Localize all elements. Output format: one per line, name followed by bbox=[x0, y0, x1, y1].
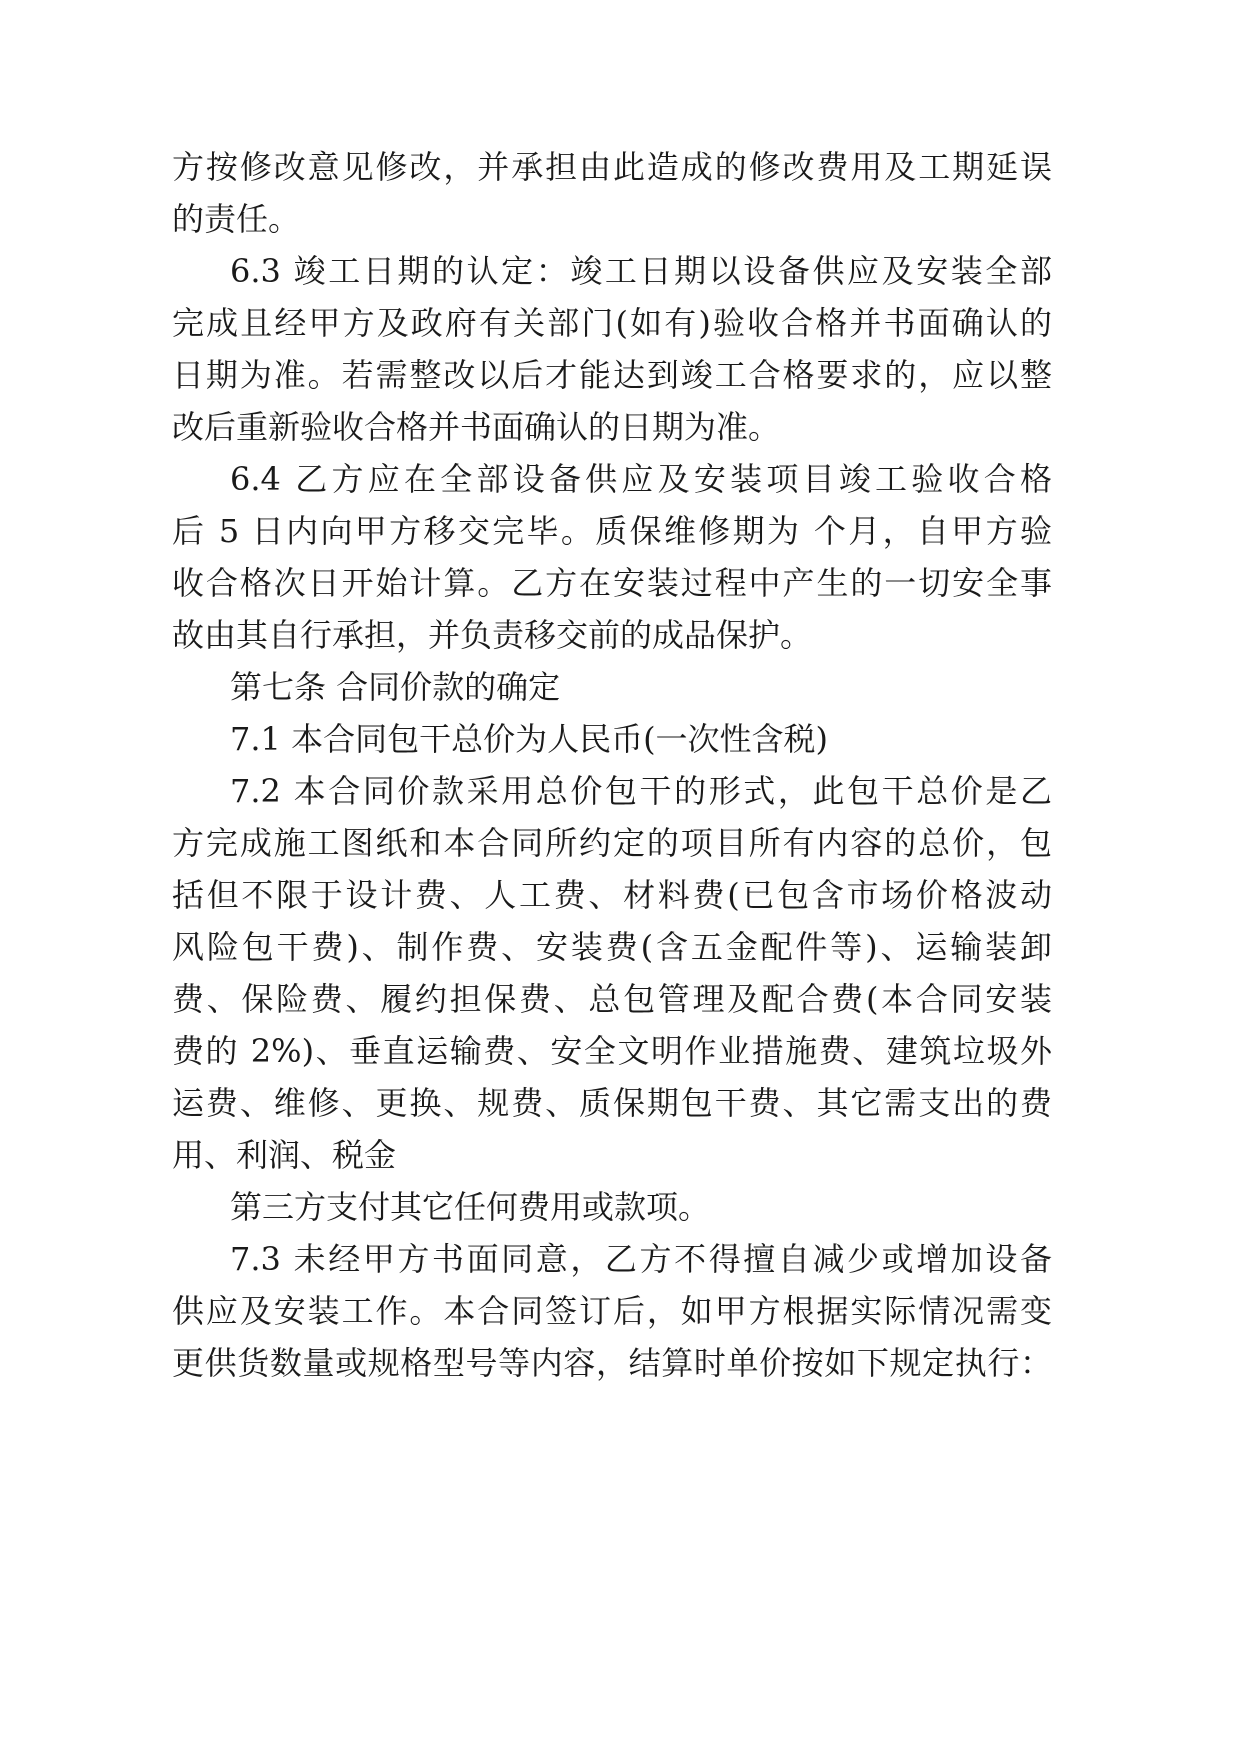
text-line: 运费、维修、更换、规费、质保期包干费、其它需支出的费 bbox=[172, 1084, 1052, 1122]
text-line: 用、利润、税金 bbox=[172, 1136, 397, 1174]
text-line: 改后重新验收合格并书面确认的日期为准。 bbox=[172, 408, 781, 446]
text-line: 第三方支付其它任何费用或款项。 bbox=[230, 1188, 711, 1226]
text-line: 方完成施工图纸和本合同所约定的项目所有内容的总价，包 bbox=[172, 824, 1052, 862]
text-line: 7.2 本合同价款采用总价包干的形式，此包干总价是乙 bbox=[230, 772, 1052, 810]
text-line: 括但不限于设计费、人工费、材料费(已包含市场价格波动 bbox=[172, 876, 1052, 914]
text-line: 供应及安装工作。本合同签订后，如甲方根据实际情况需变 bbox=[172, 1292, 1052, 1330]
text-line: 完成且经甲方及政府有关部门(如有)验收合格并书面确认的 bbox=[172, 304, 1052, 342]
text-line: 7.1 本合同包干总价为人民币(一次性含税) bbox=[230, 720, 829, 758]
text-line: 7.3 未经甲方书面同意，乙方不得擅自减少或增加设备 bbox=[230, 1240, 1052, 1278]
text-line: 后 5 日内向甲方移交完毕。质保维修期为 个月，自甲方验 bbox=[172, 512, 1052, 550]
text-line: 收合格次日开始计算。乙方在安装过程中产生的一切安全事 bbox=[172, 564, 1052, 602]
text-line: 日期为准。若需整改以后才能达到竣工合格要求的，应以整 bbox=[172, 356, 1052, 394]
text-line: 故由其自行承担，并负责移交前的成品保护。 bbox=[172, 616, 813, 654]
text-line: 费的 2%)、垂直运输费、安全文明作业措施费、建筑垃圾外 bbox=[172, 1032, 1052, 1070]
section-heading: 第七条 合同价款的确定 bbox=[230, 668, 561, 706]
text-line: 方按修改意见修改，并承担由此造成的修改费用及工期延误 bbox=[172, 148, 1052, 186]
text-line: 费、保险费、履约担保费、总包管理及配合费(本合同安装 bbox=[172, 980, 1052, 1018]
text-line: 6.3 竣工日期的认定：竣工日期以设备供应及安装全部 bbox=[230, 252, 1052, 290]
text-line: 6.4 乙方应在全部设备供应及安装项目竣工验收合格 bbox=[230, 460, 1052, 498]
text-line: 风险包干费)、制作费、安装费(含五金配件等)、运输装卸 bbox=[172, 928, 1052, 966]
text-line: 的责任。 bbox=[172, 200, 301, 238]
text-line: 更供货数量或规格型号等内容，结算时单价按如下规定执行： bbox=[172, 1344, 1052, 1382]
